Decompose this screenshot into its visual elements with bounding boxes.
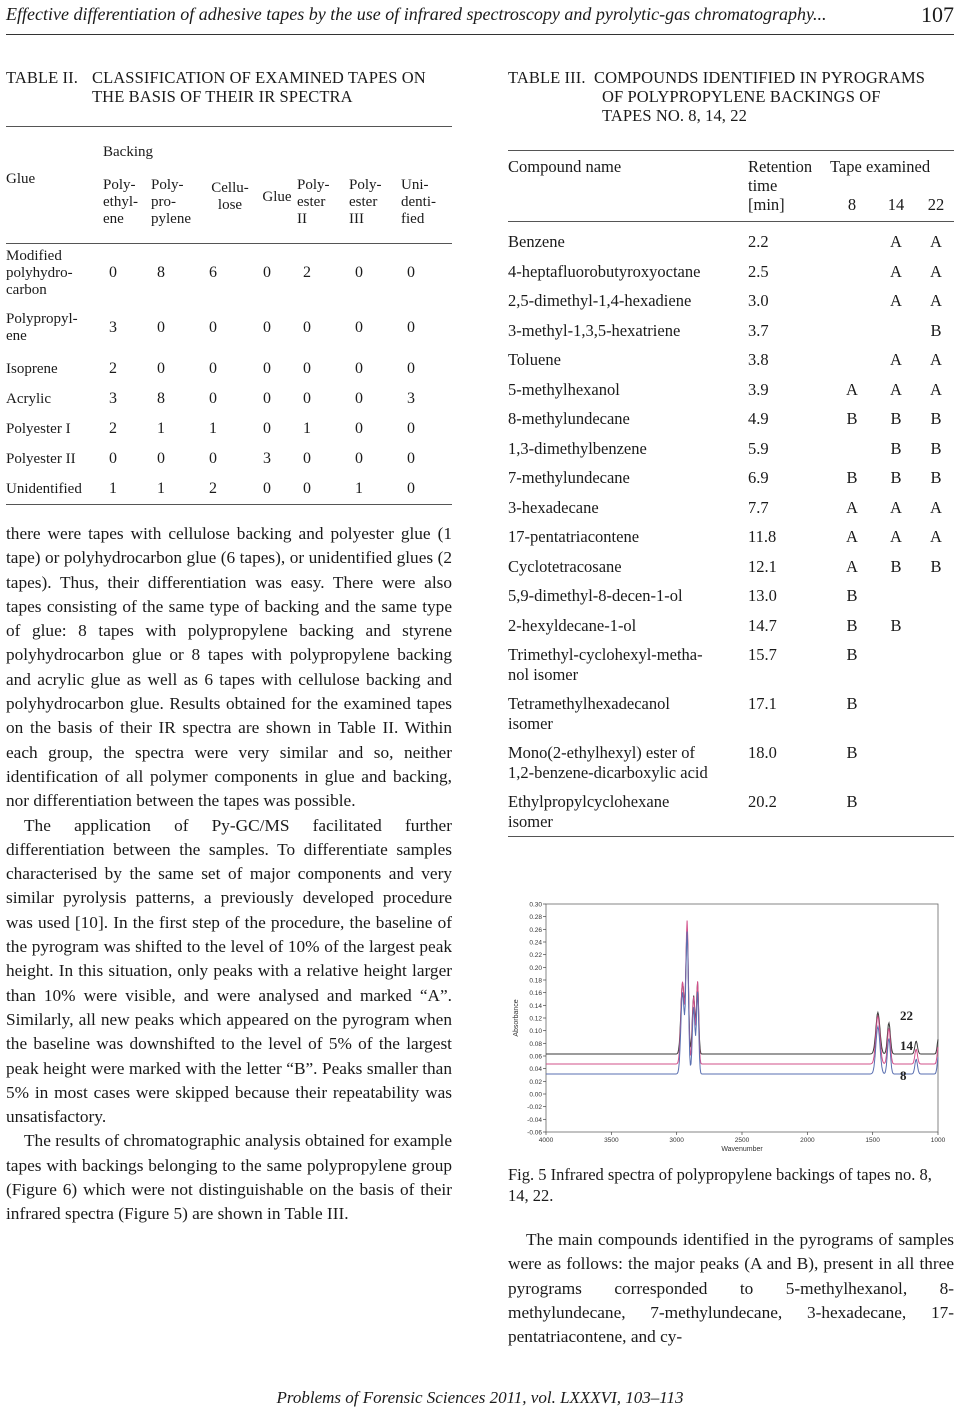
table2-cell: 3 <box>263 450 271 467</box>
table3-tape-number: 22 <box>927 195 945 214</box>
table2-caption <box>6 68 452 106</box>
x-tick-label: 2500 <box>734 1137 750 1144</box>
table2-cell: 1 <box>157 420 165 437</box>
table2-col-header: Poly- ester II <box>297 176 330 227</box>
y-tick-label: 0.28 <box>529 914 542 922</box>
table2-col-header: Poly- pro- pylene <box>151 176 191 227</box>
table3-tape14: A <box>874 222 918 257</box>
table3-grid <box>508 150 954 837</box>
table3-tape22: A <box>930 527 942 546</box>
table2-cell: 2 <box>203 474 257 505</box>
table3-tape22: B <box>930 468 942 487</box>
page-footer: Problems of Forensic Sciences 2011, vol. LXXXVI, 103–113 <box>276 1388 684 1407</box>
table2-cell: 0 <box>303 450 311 467</box>
y-tick-label: 0.26 <box>529 926 542 934</box>
table2-row-label: Isoprene <box>6 360 58 377</box>
table3-tape22: B <box>930 409 942 428</box>
table2-cell: 0 <box>355 450 363 467</box>
table3-tape22: A <box>918 222 954 257</box>
header-rule <box>6 34 954 35</box>
table2-row <box>6 384 452 414</box>
table2-cell: 0 <box>303 360 311 377</box>
table3-caption <box>508 68 954 125</box>
table3-label: TABLE III. <box>508 68 586 87</box>
table3-tape14: B <box>890 556 902 576</box>
table2-row <box>6 474 452 505</box>
table2-cell: 0 <box>209 360 217 377</box>
y-tick-label: 0.10 <box>529 1028 542 1036</box>
table2-cell: 0 <box>349 244 401 303</box>
table3-retention: 6.9 <box>748 468 769 487</box>
series-label-22: 22 <box>900 1008 913 1023</box>
table3-compound: 3-hexadecane <box>508 497 599 517</box>
table2-title-2: THE BASIS OF THEIR IR SPECTRA <box>92 87 353 106</box>
series-label-8: 8 <box>900 1068 907 1083</box>
table3-tape22 <box>918 640 954 689</box>
table3-retention: 11.8 <box>748 527 777 546</box>
table3-tape8 <box>830 434 874 464</box>
table2-cell: 0 <box>157 319 165 336</box>
table2-cell: 0 <box>303 319 311 336</box>
table3-tape14 <box>874 640 918 689</box>
ir-spectra-chart <box>508 900 954 1160</box>
y-tick-label: 0.00 <box>529 1091 542 1099</box>
table3-tape8: B <box>830 787 874 837</box>
table3-row <box>508 463 954 493</box>
table3-tape22 <box>918 689 954 738</box>
table2-cell: 0 <box>355 390 363 407</box>
table3-tape14: A <box>890 291 902 310</box>
table3-tape22: A <box>930 379 942 399</box>
table3-compound: 1,3-dimethylbenzene <box>508 438 647 458</box>
table2-cell: 0 <box>401 474 452 505</box>
table2-row-label: Polypropyl- ene <box>6 311 78 344</box>
table2-row-label: Acrylic <box>6 390 51 407</box>
y-tick-label: 0.16 <box>529 990 542 998</box>
table3-tape14 <box>874 689 918 738</box>
table3-row <box>508 404 954 434</box>
table2-cell: 0 <box>355 420 363 437</box>
table2-cell: 1 <box>103 474 151 505</box>
table2-grid <box>6 126 452 505</box>
table3-compound: 3-methyl-1,3,5-hexatriene <box>508 320 681 340</box>
table3-retention: 5.9 <box>748 438 769 458</box>
table3-tape22: B <box>930 438 942 458</box>
table2-row-label: Polyester I <box>6 420 71 437</box>
table2-row <box>6 444 452 474</box>
table3-tape14: B <box>890 468 902 487</box>
y-tick-label: -0.06 <box>527 1129 542 1137</box>
table3-compound: 17-pentatriacontene <box>508 527 640 546</box>
table3-retention: 3.0 <box>748 291 769 310</box>
table3-row <box>508 316 954 346</box>
table3-title-3: TAPES NO. 8, 14, 22 <box>602 106 747 125</box>
table3-tape14: B <box>890 438 902 458</box>
table2-cell: 0 <box>355 360 363 377</box>
table3-row <box>508 581 954 611</box>
table3-compound: 4-heptafluorobutyroxyoctane <box>508 261 701 281</box>
table3-compound: Toluene <box>508 350 561 369</box>
table3-tape8: B <box>846 615 858 635</box>
table3-tape22 <box>918 787 954 837</box>
table2-cell: 8 <box>151 244 203 303</box>
table2-cell: 0 <box>407 319 415 336</box>
table2-cell: 2 <box>109 360 117 377</box>
table2-row-label: Unidentified <box>6 474 103 505</box>
figure-caption: Fig. 5 Infrared spectra of polypropylene backings of tapes no. 8, 14, 22. <box>508 1165 932 1205</box>
x-tick-label: 1500 <box>865 1137 880 1144</box>
table3-title-2: OF POLYPROPYLENE BACKINGS OF <box>602 87 881 106</box>
y-tick-label: 0.02 <box>529 1078 542 1086</box>
table2-cell: 0 <box>103 244 151 303</box>
table2-title-1: CLASSIFICATION OF EXAMINED TAPES ON <box>92 68 426 87</box>
table2-cell: 6 <box>203 244 257 303</box>
table3-compound: 7-methylundecane <box>508 468 630 487</box>
table3-tape14: A <box>890 379 902 399</box>
table3-row <box>508 257 954 287</box>
table2-cell: 2 <box>109 420 117 437</box>
table3-tape22: A <box>930 350 942 369</box>
right-body-text <box>508 1228 954 1349</box>
table2-cell: 3 <box>407 390 415 407</box>
table3-tape8: B <box>846 694 858 713</box>
table3-retention: 7.7 <box>748 497 769 517</box>
table2-cell: 0 <box>263 360 271 377</box>
table2-label: TABLE II. <box>6 68 78 87</box>
table2-cell: 2 <box>297 244 349 303</box>
table2-cell: 0 <box>407 360 415 377</box>
y-tick-label: 0.04 <box>529 1066 542 1074</box>
table2-row-label: Polyester II <box>6 450 76 467</box>
table2-col-header: Cellu- lose <box>211 180 249 213</box>
y-tick-label: 0.20 <box>529 964 542 972</box>
table3-tape-number: 14 <box>887 195 905 214</box>
table3-tape-number: 8 <box>847 195 857 214</box>
table3-compound: Cyclotetracosane <box>508 556 622 576</box>
table2-cell: 0 <box>355 319 363 336</box>
table2-backing-header: Backing <box>103 127 452 162</box>
x-tick-label: 3000 <box>669 1137 684 1144</box>
table3-retention-header: Retention time <box>748 151 830 196</box>
table3-row <box>508 345 954 375</box>
table3-tape14 <box>874 316 918 346</box>
table3-tape14: A <box>890 261 902 281</box>
table3-tape8: B <box>846 468 858 487</box>
table3-retention: 18.0 <box>748 743 777 762</box>
table3-tape8 <box>830 286 874 316</box>
table2-cell: 0 <box>257 244 297 303</box>
table3-retention: 12.1 <box>748 556 777 576</box>
table3-retention: 3.8 <box>748 350 769 369</box>
table3-tape8: A <box>846 556 858 576</box>
table3-row <box>508 493 954 523</box>
table2-cell: 0 <box>209 450 217 467</box>
table3-retention: 4.9 <box>748 409 769 428</box>
table3-retention: 15.7 <box>748 645 777 664</box>
y-tick-label: 0.22 <box>529 952 542 960</box>
y-tick-label: -0.04 <box>527 1116 542 1124</box>
table3-retention: 17.1 <box>748 694 777 713</box>
table2-cell: 0 <box>157 360 165 377</box>
table2-cell: 1 <box>303 420 311 437</box>
table3-row <box>508 787 954 837</box>
table3-tape22: A <box>930 291 942 310</box>
table3-tape22: A <box>930 497 942 517</box>
page-number: 107 <box>921 2 954 27</box>
y-tick-label: -0.02 <box>527 1104 542 1112</box>
table3-compound: Tetramethylhexadecanol isomer <box>508 694 670 733</box>
x-tick-label: 1000 <box>930 1137 946 1144</box>
table2-row-label: Modified polyhydro- carbon <box>6 244 103 303</box>
table3-row <box>508 611 954 641</box>
x-tick-label: 4000 <box>538 1137 554 1144</box>
table3-tape22 <box>918 581 954 611</box>
y-tick-label: 0.12 <box>529 1015 542 1023</box>
table2-cell: 0 <box>407 450 415 467</box>
table2-cell: 0 <box>407 420 415 437</box>
table2-cell: 0 <box>157 450 165 467</box>
table3-compound: 5-methylhexanol <box>508 379 620 399</box>
figure-5 <box>508 900 954 1200</box>
table3-tape8: B <box>846 645 858 664</box>
table2-cell: 1 <box>151 474 203 505</box>
table3-tape14: A <box>890 350 902 369</box>
table3-compound-header: Compound name <box>508 151 748 222</box>
table2-row <box>6 414 452 444</box>
right-paragraph-1: The main compounds identified in the pyrograms of samples were as follows: the major peaks (A and B), present in all three pyrograms corresponded to 5-methylhexanol, 8-methylundecane, 7-methylundecane, 3-hexadecane, 17-pentatriacontene, and cy- <box>508 1230 954 1347</box>
series-label-14: 14 <box>900 1038 913 1053</box>
table3-tape8: A <box>846 527 858 546</box>
table3-tape8 <box>830 222 874 257</box>
table3-compound: Benzene <box>508 222 748 257</box>
table2-col-header: Poly- ester III <box>349 176 382 227</box>
table3-row <box>508 434 954 464</box>
table3-tape14: A <box>890 497 902 517</box>
table2-cell: 0 <box>109 450 117 467</box>
table2-cell: 0 <box>401 244 452 303</box>
y-tick-label: 0.30 <box>529 901 542 909</box>
y-tick-label: 0.14 <box>529 1002 542 1010</box>
table2-col-header: Glue <box>262 188 292 205</box>
table2-cell: 0 <box>263 390 271 407</box>
series-line-14 <box>546 921 938 1065</box>
table2-cell: 3 <box>109 319 117 336</box>
y-tick-label: 0.18 <box>529 977 542 985</box>
table3-compound: Ethylpropylcyclohexane isomer <box>508 787 748 837</box>
table2-cell: 0 <box>263 420 271 437</box>
running-title: Effective differentiation of adhesive tapes by the use of infrared spectroscopy and pyrolytic-gas chromatography... <box>6 4 827 24</box>
table3-compound: 2,5-dimethyl-1,4-hexadiene <box>508 291 692 310</box>
table3-tape8 <box>830 257 874 287</box>
table2-cell: 1 <box>209 420 217 437</box>
left-paragraph-2: The application of Py-GC/MS facilitated further differentiation between the samples. To differentiate samples characterised by the same set of major components and very similar pyrolysis patterns, a previously developed procedure was used [10]. In the first step of the procedure, the baseline of the pyrogram was shifted to the level of 10% of the largest peak height. In this situation, only peaks with a relative height larger than 10% were visible, and were analysed and marked “A”. Similarly, all new peaks which appeared on the pyrogram when the baseline was downshifted to the level of 5% of the largest peak height were marked with the letter “B”. Peaks smaller than 5% in most cases were skipped because their repeatability was unsatisfactory. <box>6 815 452 1127</box>
table3-retention: 2.2 <box>748 222 830 257</box>
x-tick-label: 3500 <box>604 1137 619 1144</box>
table3-row <box>508 286 954 316</box>
table3-tape14: B <box>890 615 902 635</box>
table3-row <box>508 640 954 689</box>
table3-tape14 <box>874 738 918 787</box>
table3-tape8: B <box>846 409 858 428</box>
table3-row <box>508 689 954 738</box>
table2-row <box>6 244 452 303</box>
running-header <box>6 2 954 32</box>
table2-cell: 0 <box>209 319 217 336</box>
table3-compound: Mono(2-ethylhexyl) ester of 1,2-benzene-dicarboxylic acid <box>508 743 708 782</box>
table3-tape-header: Tape examined <box>830 151 954 196</box>
table3-retention-unit: [min] <box>748 195 785 214</box>
table3-tape8 <box>830 345 874 375</box>
table3-tape8: B <box>846 586 858 605</box>
table3-tape22 <box>918 611 954 641</box>
table2-cell: 0 <box>297 474 349 505</box>
table3-retention: 14.7 <box>748 615 777 635</box>
table3-row <box>508 222 954 257</box>
table3-tape14: B <box>890 409 902 428</box>
table2-cell: 0 <box>263 319 271 336</box>
table2-cell: 0 <box>257 474 297 505</box>
table2-glue-header: Glue <box>6 127 103 244</box>
y-tick-label: 0.24 <box>529 939 542 947</box>
table2-cell: 3 <box>109 390 117 407</box>
table3-row <box>508 375 954 405</box>
table3-tape22 <box>918 738 954 787</box>
table2-row <box>6 302 452 354</box>
table2-col-header: Poly- ethyl- ene <box>103 176 138 227</box>
left-body-text <box>6 522 452 1227</box>
table3-tape14 <box>874 787 918 837</box>
table2-row <box>6 354 452 384</box>
table2-cell: 1 <box>349 474 401 505</box>
table3-compound: 8-methylundecane <box>508 409 630 428</box>
series-line-8 <box>546 932 938 1075</box>
table3-retention: 3.7 <box>748 320 769 340</box>
table3-row <box>508 738 954 787</box>
table3-tape8: A <box>846 379 858 399</box>
table3-tape22: A <box>930 261 942 281</box>
table2-cell: 8 <box>157 390 165 407</box>
table3-tape14 <box>874 581 918 611</box>
table2-cell: 0 <box>303 390 311 407</box>
table3-tape8: B <box>846 743 858 762</box>
table3-tape22: B <box>930 320 942 340</box>
table3-title-1: COMPOUNDS IDENTIFIED IN PYROGRAMS <box>594 68 926 87</box>
table3-compound: 5,9-dimethyl-8-decen-1-ol <box>508 586 683 605</box>
table3-row <box>508 522 954 552</box>
table2-col-header: Uni- denti- fied <box>401 176 436 227</box>
left-paragraph-1: there were tapes with cellulose backing and polyester glue (1 tape) or polyhydrocarbon glue (6 tapes), or unidentified glues (2 tapes). Thus, their differentiation was easy. There were also tapes consisting of the same type of backing and the same type of glue: 8 tapes with polypropylene backing and styrene polyhydrocarbon glue or 8 tapes with polypropylene backing and acrylic glue as well as 6 tapes with cellulose backing and polyhydrocarbon glue. Results obtained for the examined tapes on the basis of their IR spectra are shown in Table II. Within each group, the spectra were very similar and so, neither identification of all polymer components in glue and backing, nor differentiation between the tapes was possible. <box>6 524 452 811</box>
x-axis-label: Wavenumber <box>721 1146 763 1153</box>
y-tick-label: 0.06 <box>529 1053 542 1061</box>
table3-retention: 20.2 <box>748 787 830 837</box>
y-tick-label: 0.08 <box>529 1040 542 1048</box>
table3-tape8 <box>830 316 874 346</box>
table2-cell: 0 <box>209 390 217 407</box>
table3-tape8: A <box>846 497 858 517</box>
table3-retention: 3.9 <box>748 379 769 399</box>
y-axis-label: Absorbance <box>513 999 520 1037</box>
x-tick-label: 2000 <box>800 1137 815 1144</box>
table3-compound: Trimethyl-cyclohexyl-metha- nol isomer <box>508 645 703 684</box>
table3-compound: 2-hexyldecane-1-ol <box>508 615 637 635</box>
table3-tape22: B <box>930 556 942 576</box>
left-paragraph-3: The results of chromatographic analysis obtained for example tapes with backings belonging to the same polypropylene group (Figure 6) which were not distinguishable on the basis of their infrared spectra (Figure 5) are shown in Table III. <box>6 1131 452 1224</box>
table3-row <box>508 552 954 582</box>
table3-retention: 13.0 <box>748 586 777 605</box>
table3-retention: 2.5 <box>748 261 769 281</box>
table3-tape14: A <box>890 527 902 546</box>
